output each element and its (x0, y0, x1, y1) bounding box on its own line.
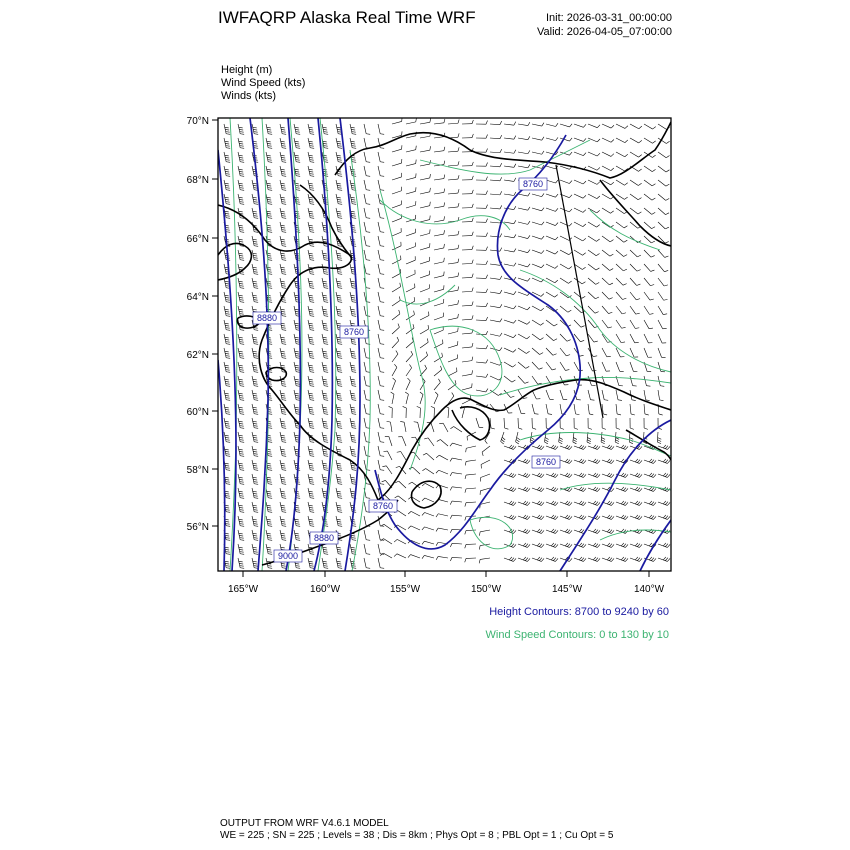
svg-text:8760: 8760 (343, 327, 365, 337)
lat-axis (187, 116, 218, 533)
svg-text:8760: 8760 (372, 501, 394, 511)
lat-tick (187, 350, 218, 361)
height-label (274, 550, 302, 562)
lat-tick (187, 292, 218, 303)
svg-text:8760: 8760 (535, 457, 557, 467)
valid-time: Valid: 2026-04-05_07:00:00 (537, 26, 672, 38)
svg-text:160°W: 160°W (309, 584, 341, 595)
lon-tick (390, 571, 421, 595)
lat-tick (187, 465, 218, 476)
height-label (532, 456, 560, 468)
height-label (310, 532, 338, 544)
lat-tick (187, 407, 218, 418)
svg-text:60°N: 60°N (186, 407, 209, 418)
svg-text:66°N: 66°N (186, 234, 209, 245)
lat-tick (187, 116, 218, 127)
lon-tick (552, 571, 583, 595)
svg-text:155°W: 155°W (389, 584, 421, 595)
map-title: IWFAQRP Alaska Real Time WRF (218, 8, 476, 27)
lat-tick (187, 234, 218, 245)
init-time: Init: 2026-03-31_00:00:00 (546, 12, 672, 24)
svg-text:56°N: 56°N (186, 522, 209, 533)
model-info-line1: OUTPUT FROM WRF V4.6.1 MODEL (220, 818, 389, 829)
variable-height: Height (m) (221, 64, 273, 76)
lon-axis (228, 571, 665, 595)
height-label (340, 326, 368, 338)
lon-tick (471, 571, 502, 595)
variable-winds: Winds (kts) (221, 90, 276, 102)
svg-text:62°N: 62°N (186, 350, 209, 361)
wind-speed-contour-legend: Wind Speed Contours: 0 to 130 by 10 (485, 629, 669, 641)
lon-tick (634, 571, 665, 595)
model-info-line2: WE = 225 ; SN = 225 ; Levels = 38 ; Dis = 8km ; Phys Opt = 8 ; PBL Opt = 1 ; Cu Opt = 5 (220, 830, 614, 841)
height-label (369, 500, 397, 512)
lat-tick (187, 522, 218, 533)
svg-text:64°N: 64°N (186, 292, 209, 303)
svg-text:150°W: 150°W (470, 584, 502, 595)
svg-text:145°W: 145°W (551, 584, 583, 595)
svg-text:165°W: 165°W (227, 584, 259, 595)
variable-wind-speed: Wind Speed (kts) (221, 77, 306, 89)
svg-text:9000: 9000 (277, 551, 299, 561)
height-label (519, 178, 547, 190)
svg-text:8760: 8760 (522, 179, 544, 189)
height-label (253, 312, 281, 324)
lon-tick (310, 571, 341, 595)
svg-text:8880: 8880 (313, 533, 335, 543)
svg-text:8880: 8880 (256, 313, 278, 323)
svg-text:58°N: 58°N (186, 465, 209, 476)
svg-text:140°W: 140°W (633, 584, 665, 595)
lat-tick (187, 175, 218, 186)
height-contour-legend: Height Contours: 8700 to 9240 by 60 (489, 606, 669, 618)
svg-text:70°N: 70°N (186, 116, 209, 127)
svg-text:68°N: 68°N (186, 175, 209, 186)
lon-tick (228, 571, 259, 595)
